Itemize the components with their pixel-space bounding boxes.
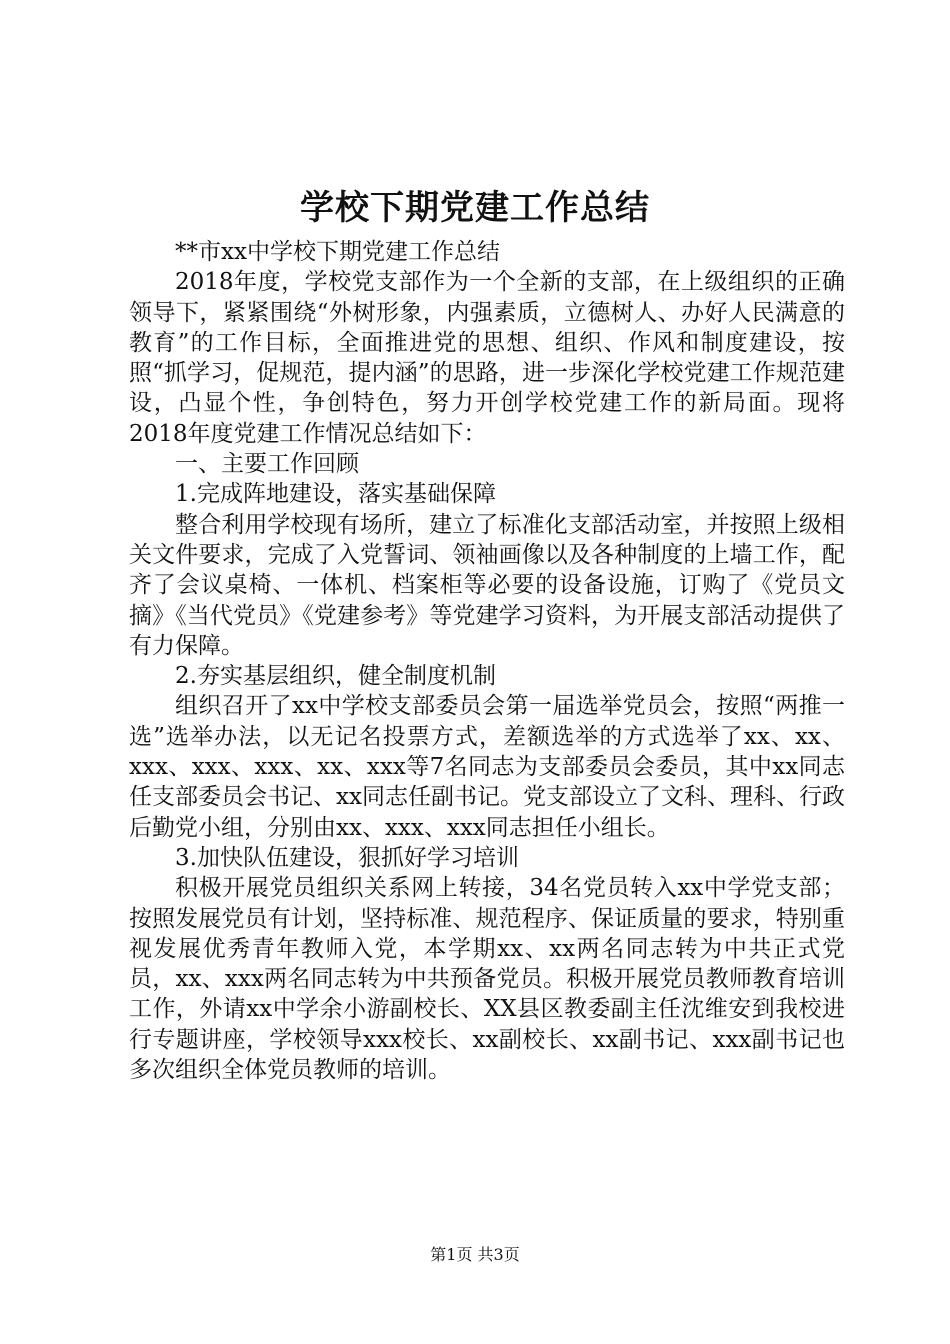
section-heading: 一、主要工作回顾 [175,451,359,478]
subsection-heading: 3.加快队伍建设，狠抓好学习培训 [175,844,519,871]
body-paragraph: 积极开展党员组织关系网上转接，34名党员转入xx中学党支部；按照发展党员有计划，坚持标准、规范程序、保证质量的要求，特别重视发展优秀青年教师入党，本学期xx、xx两名同志转为中共正式党员，xx、xxx两名同志转为中共预备党员。积极开展党员教师教育培训工作，外请xx中学余小游副校长、XX县区教委副主任沈维安到我校进行专题讲座，学校领导xxx校长、xx副校长、xx副书记、xxx副书记也多次组织全体党员教师的培训。 [129,875,845,1084]
document-title: 学校下期党建工作总结 [300,188,650,228]
document-body [129,237,845,1085]
body-paragraph: 整合利用学校现有场所，建立了标准化支部活动室，并按照上级相关文件要求，完成了入党誓词、领袖画像以及各种制度的上墙工作，配齐了会议桌椅、一体机、档案柜等必要的设备设施，订购了《党员文摘》《当代党员》《党建参考》等党建学习资料，为开展支部活动提供了有力保障。 [129,511,845,659]
page-number-footer: 第1页 共3页 [430,1245,520,1264]
subtitle-paragraph: **市xx中学校下期党建工作总结 [175,239,500,265]
subsection-heading: 1.完成阵地建设，落实基础保障 [175,481,496,508]
intro-paragraph: 2018年度，学校党支部作为一个全新的支部，在上级组织的正确领导下，紧紧围绕“外树形象，内强素质，立德树人、办好人民满意的教育”的工作目标，全面推进党的思想、组织、作风和制度建设，按照“抓学习，促规范，提内涵”的思路，进一步深化学校党建工作规范建设，凸显个性，争创特色，努力开创学校党建工作的新局面。现将2018年度党建工作情况总结如下： [129,269,845,447]
body-paragraph: 组织召开了xx中学校支部委员会第一届选举党员会，按照“两推一选”选举办法，以无记名投票方式，差额选举的方式选举了xx、xx、xxx、xxx、xxx、xx、xxx等7名同志为支部委员会委员，其中xx同志任支部委员会书记、xx同志任副书记。党支部设立了文科、理科、行政后勤党小组，分别由xx、xxx、xxx同志担任小组长。 [129,693,845,841]
subsection-heading: 2.夯实基层组织，健全制度机制 [175,663,496,690]
